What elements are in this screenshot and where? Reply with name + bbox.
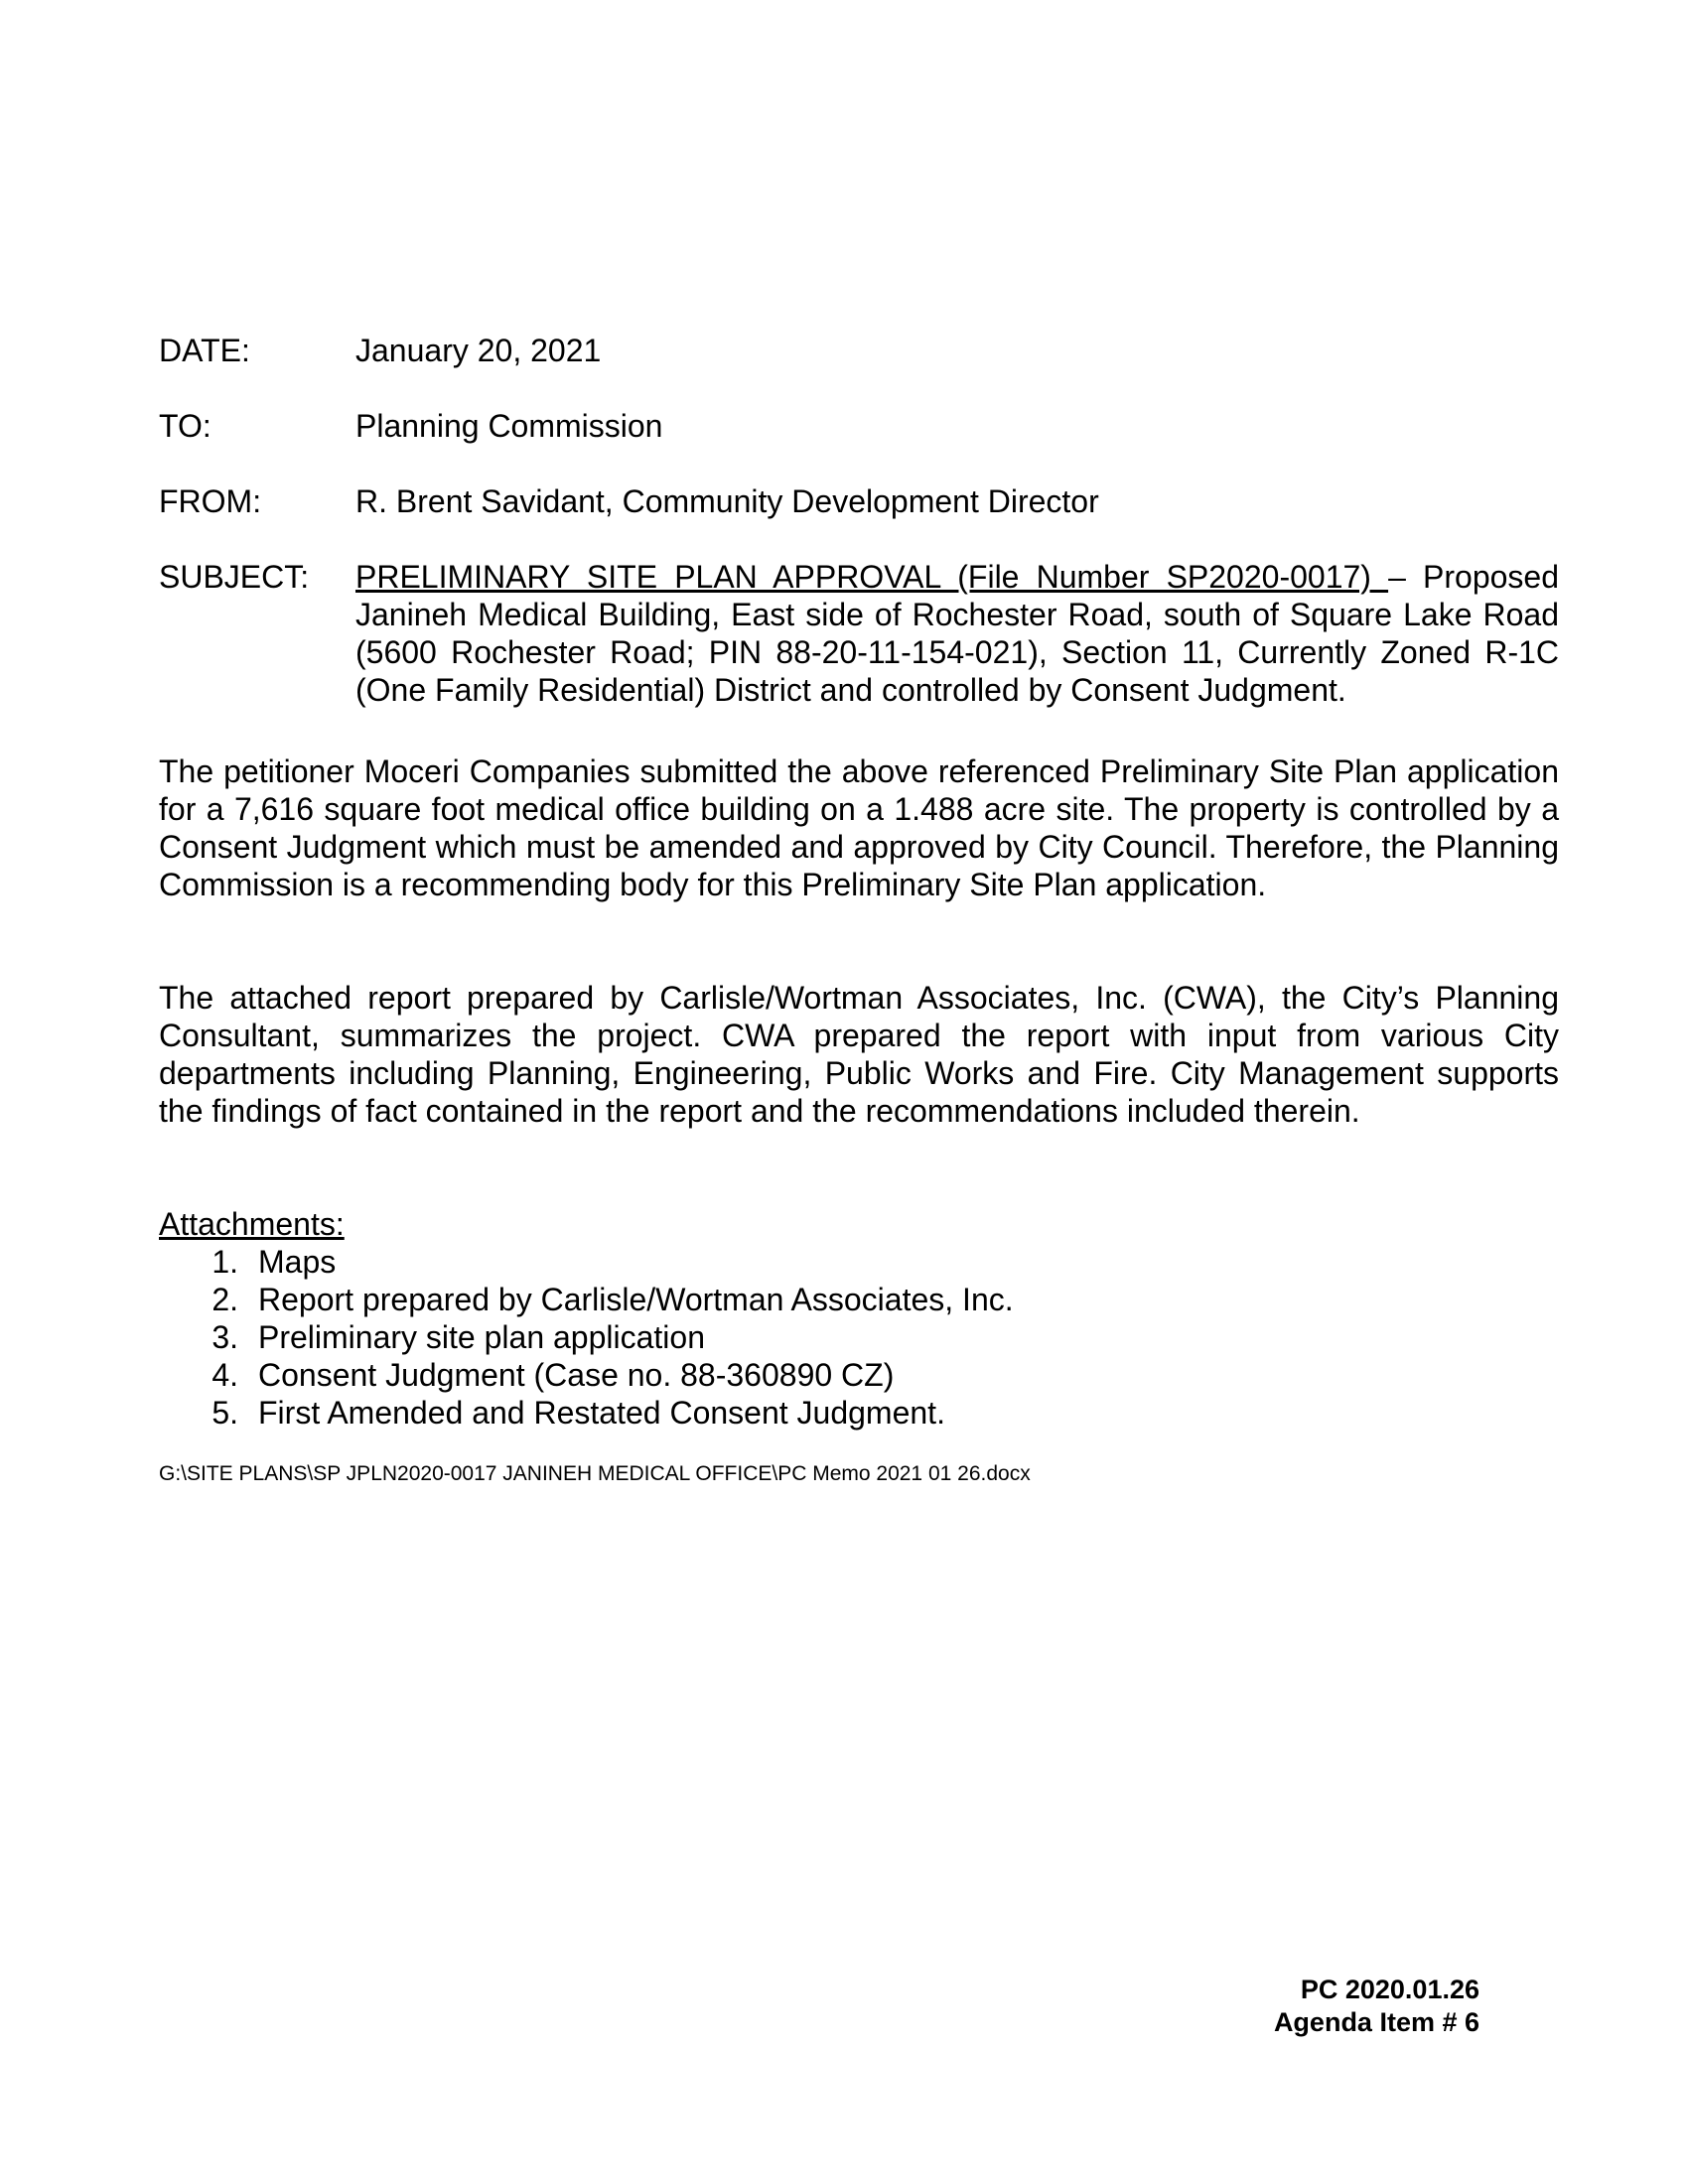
subject-row [159, 558, 1559, 709]
subject-title: PRELIMINARY SITE PLAN APPROVAL (File Number SP2020-0017) [355, 559, 1389, 595]
from-row [159, 482, 1559, 520]
list-item-number: 4. [211, 1357, 238, 1393]
list-item-number: 3. [211, 1319, 238, 1355]
footer-agenda-item: Agenda Item # 6 [1273, 2007, 1479, 2037]
from-value: R. Brent Savidant, Community Development Director [355, 483, 1099, 519]
list-item-text: Report prepared by Carlisle/Wortman Associates, Inc. [258, 1282, 1014, 1317]
list-item-text: Preliminary site plan application [258, 1319, 705, 1355]
attachments-title: Attachments: [159, 1206, 345, 1242]
date-label: DATE: [159, 333, 250, 368]
from-label: FROM: [159, 483, 262, 519]
list-item [159, 1281, 1559, 1318]
body-paragraph-2: The attached report prepared by Carlisle/Wortman Associates, Inc. (CWA), the City’s Planning Consultant, summarizes the project. CWA prepared the report with input from various City departments including Planning, Engineering, Public Works and Fire. City Management supports the findings of fact contained in the report and the recommendations included therein. [159, 980, 1559, 1129]
subject-value [355, 558, 1559, 709]
body-paragraph-1: The petitioner Moceri Companies submitted the above referenced Preliminary Site Plan application for a 7,616 square foot medical office building on a 1.488 acre site. The property is controlled by a Consent Judgment which must be amended and approved by City Council. Therefore, the Planning Commission is a recommending body for this Preliminary Site Plan application. [159, 753, 1559, 902]
date-row [159, 332, 1559, 369]
list-item [159, 1318, 1559, 1356]
list-item [159, 1356, 1559, 1394]
footer-meeting-code: PC 2020.01.26 [1300, 1975, 1479, 2004]
page-footer [1274, 1974, 1479, 2039]
list-item-number: 1. [211, 1244, 238, 1280]
to-row [159, 407, 1559, 445]
subject-label: SUBJECT: [159, 559, 310, 595]
list-item-text: Consent Judgment (Case no. 88-360890 CZ) [258, 1357, 895, 1393]
file-path: G:\SITE PLANS\SP JPLN2020-0017 JANINEH MEDICAL OFFICE\PC Memo 2021 01 26.docx [159, 1462, 1031, 1485]
list-item-text: Maps [258, 1244, 337, 1280]
memo-header [159, 332, 1559, 747]
to-value: Planning Commission [355, 408, 663, 444]
list-item-text: First Amended and Restated Consent Judgment. [258, 1395, 945, 1431]
attachments-list [159, 1243, 1559, 1432]
to-label: TO: [159, 408, 211, 444]
list-item-number: 2. [211, 1282, 238, 1317]
list-item [159, 1394, 1559, 1432]
date-value: January 20, 2021 [355, 333, 602, 368]
subject-description: – Proposed Janineh Medical Building, East side of Rochester Road, south of Square Lake Road (5600 Rochester Road; PIN 88-20-11-154-021), Section 11, Currently Zoned R-1C (One Family Residential) District and controlled by Consent Judgment. [355, 559, 1559, 708]
list-item [159, 1243, 1559, 1281]
attachments-section [159, 1205, 1559, 1432]
list-item-number: 5. [211, 1395, 238, 1431]
